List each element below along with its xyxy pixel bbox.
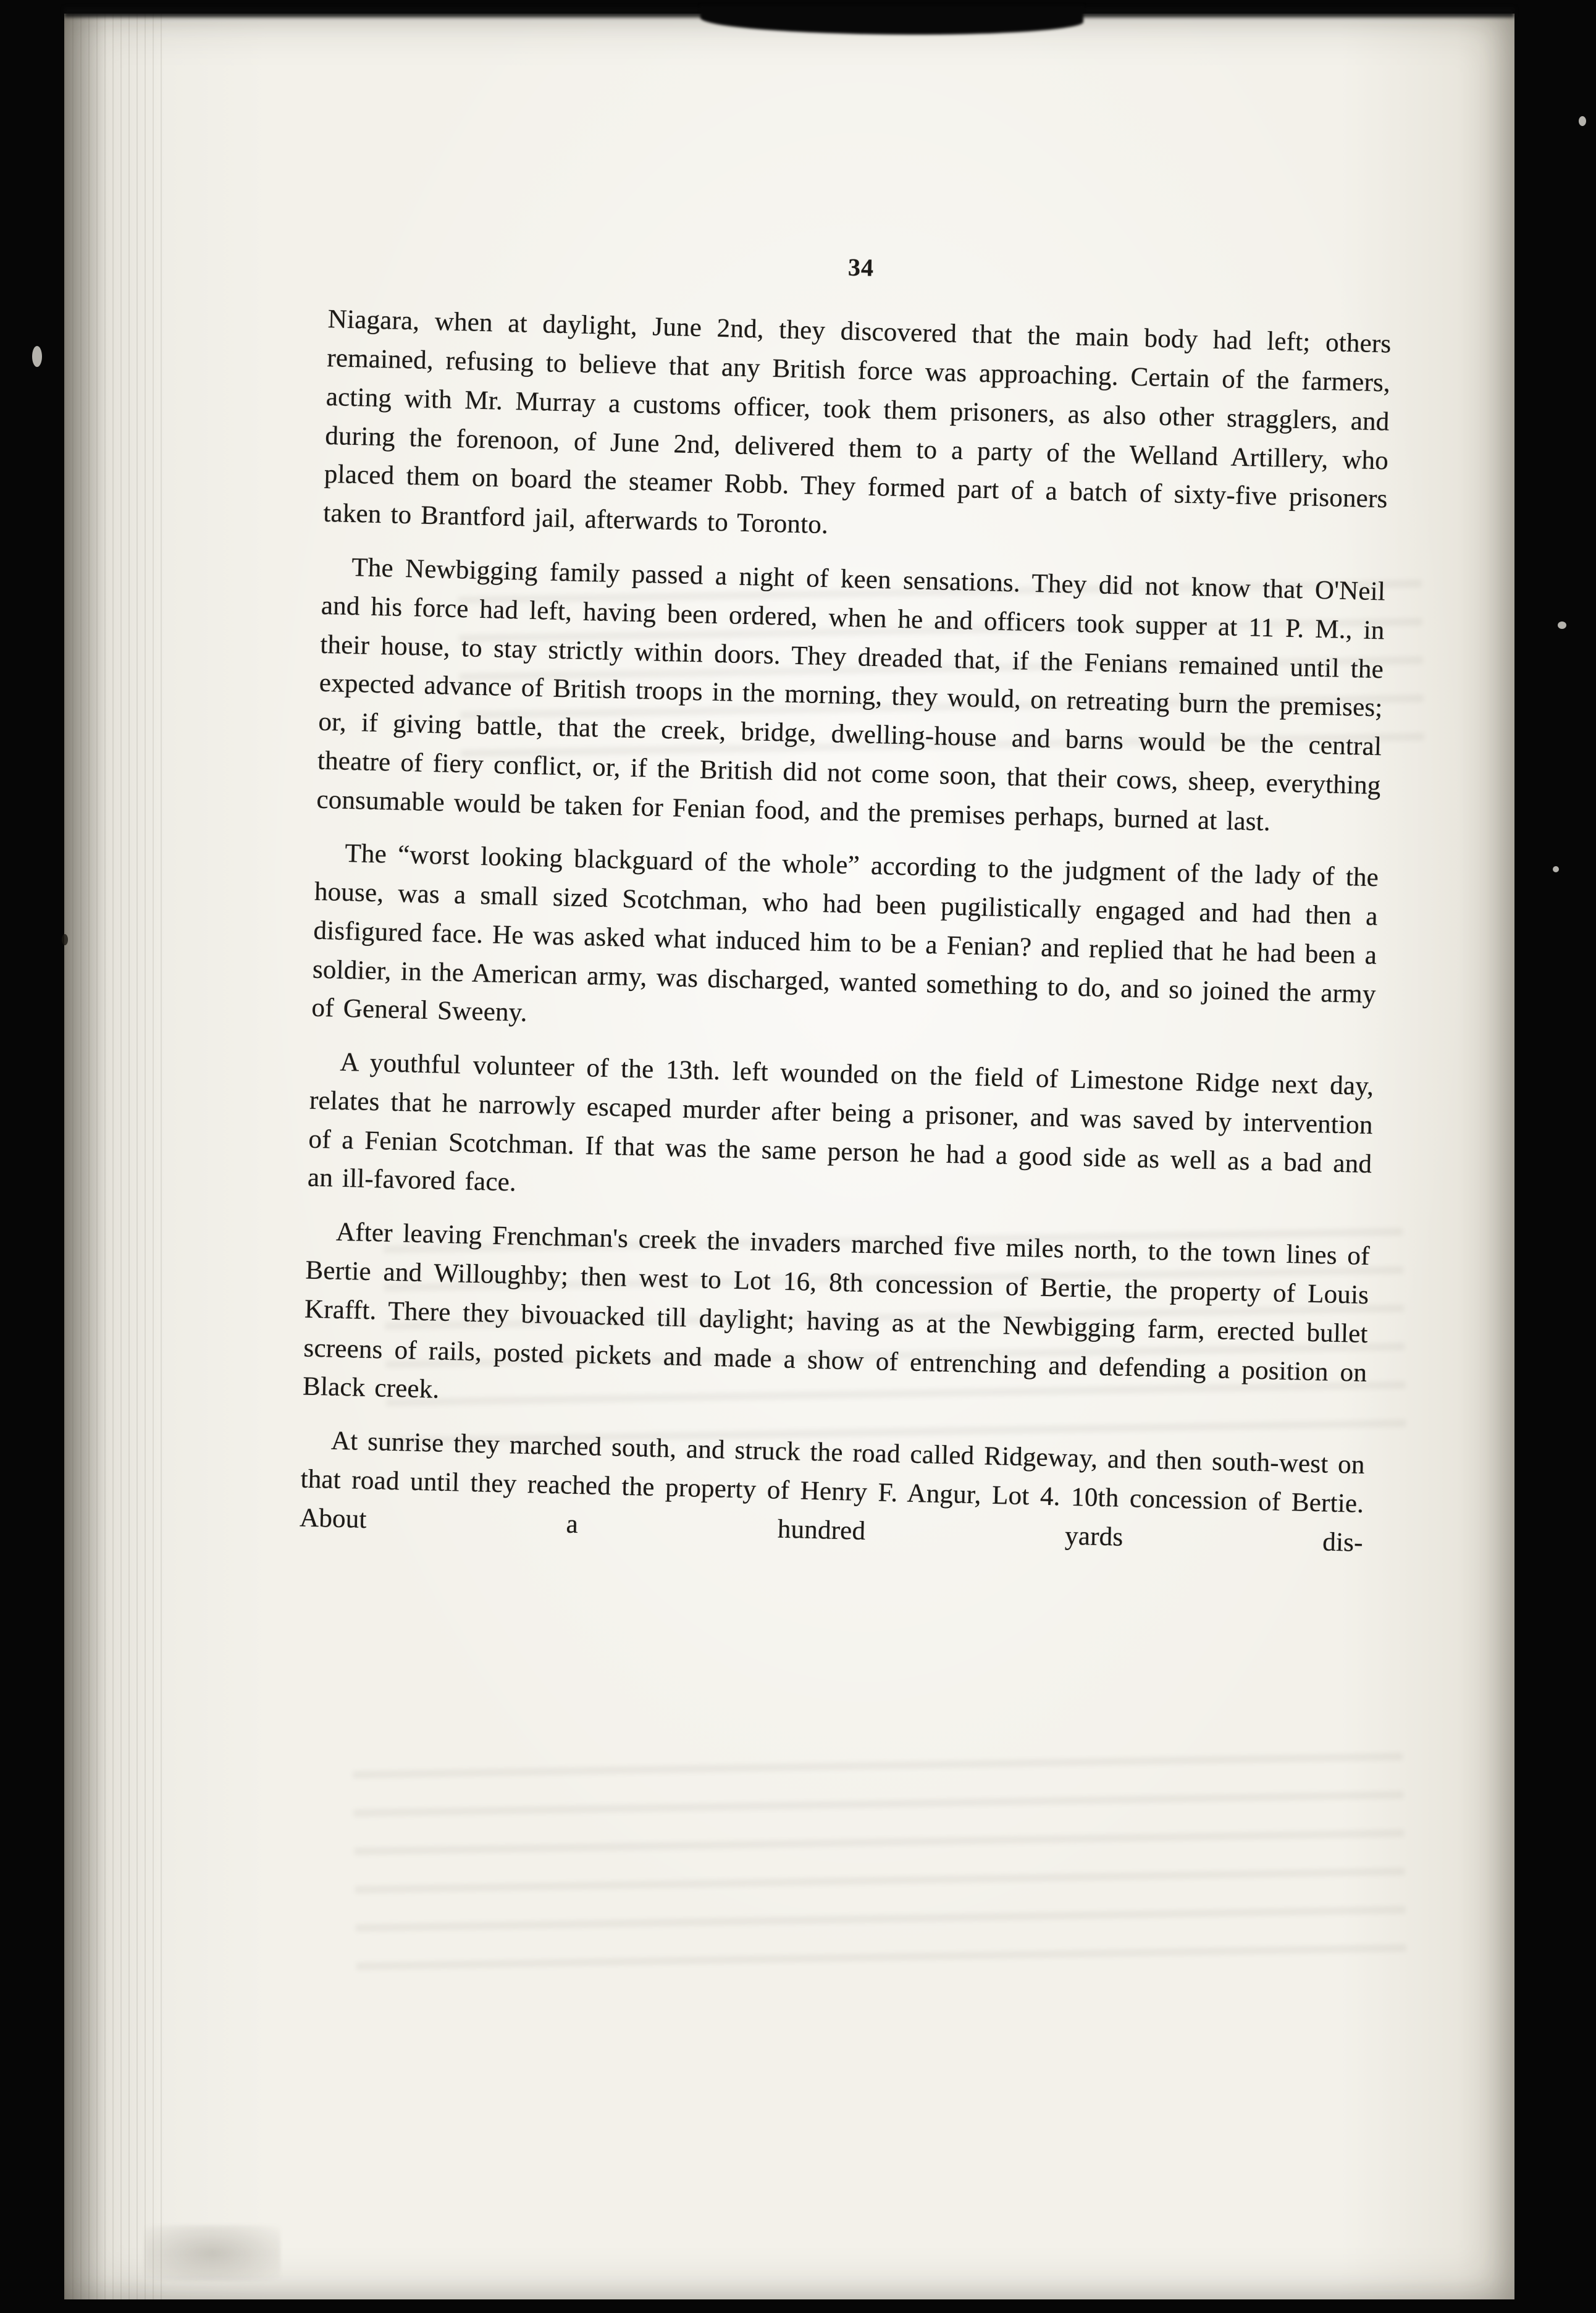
page-stack-shade (64, 14, 107, 2299)
paragraph: Niagara, when at daylight, June 2nd, they discovered that the main body had left; others remained, refusing to believe that any British force was approaching. Certain of the farmers, acting with Mr. Murray a customs officer, took them prisoners, as also other stragglers, and during the forenoon, of June 2nd, delivered them to a party of the Welland Artillery, who placed them on board the steamer Robb. They formed part of a batch of sixty-five prisoners taken to Brantford jail, afterwards to Toronto. (322, 305, 1392, 540)
scan-artifact-top-notch (700, 5, 1083, 35)
scan-artifact-smudge (145, 2225, 280, 2281)
scan-speck (62, 934, 68, 945)
ink-bleedthrough (353, 1753, 1406, 1975)
paragraph: At sunrise they marched south, and struck the road called Ridgeway, and then south-west on that road until they reached the property of Henry F. Angur, Lot 4. 10th concession of Bertie. About a hundred yards dis- (299, 1426, 1366, 1557)
scan-speck (32, 346, 42, 367)
paragraph: After leaving Frenchman's creek the invaders marched five miles north, to the town lines of Bertie and Willoughby; then west to Lot 16, 8th concession of Bertie, the property of Louis Krafft. There they bivouacked till daylight; having as at the Newbigging farm, erected bullet screens of rails, posted pickets and made a show of entrenching and defending a position on Black creek. (302, 1217, 1371, 1404)
paragraph: The Newbigging family passed a night of keen sensations. They did not know that O'Neil and his force had left, having been ordered, when he and officers took supper at 11 P. M., in their house, to stay strictly within doors. They dreaded that, if the Fenians remained until the expected advance of British troops in the morning, they would, on retreating burn the premises; or, if giving battle, that the creek, bridge, dwelling-house and barns would be the central theatre of fiery conflict, or, if the British did not come soon, that their cows, sheep, everything consumable would be taken for Fenian food, and the premises perhaps, burned at last. (316, 552, 1386, 836)
book-page (64, 14, 1514, 2299)
paragraph: The “worst looking blackguard of the whole” according to the judgment of the lady of the house, was a small sized Scotchman, who had been pugilistically engaged and had then a disfigured face. He was asked what induced him to be a Fenian? and replied that he had been a soldier, in the American army, was discharged, wanted something to do, and so joined the army of General Sweeny. (311, 839, 1379, 1028)
page-number: 34 (847, 253, 875, 282)
paragraph: A youthful volunteer of the 13th. left wounded on the field of Limestone Ridge next day, relates that he narrowly escaped murder after being a prisoner, and was saved by intervention of a Fenian Scotchman. If that was the same person he had a good side as well as a bad and an ill-favored face. (307, 1047, 1374, 1198)
scan-speck (1579, 116, 1586, 126)
scan-speck (1558, 621, 1566, 629)
scan-speck (1553, 866, 1559, 872)
printed-text-block (299, 237, 1393, 1577)
